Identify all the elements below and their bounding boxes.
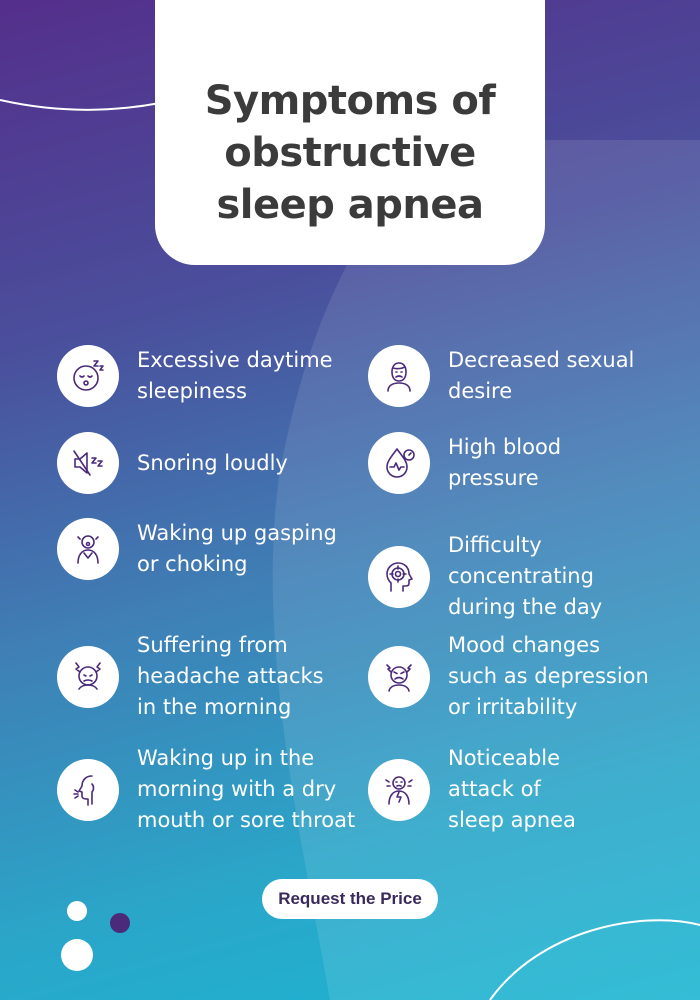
breathless-person-icon xyxy=(381,772,417,808)
icon-circle xyxy=(368,432,430,494)
symptom-excessive-sleepiness xyxy=(57,345,333,407)
icon-circle xyxy=(57,518,119,580)
symptom-blood-pressure xyxy=(368,432,561,494)
page-title: Symptoms of obstructive sleep apnea xyxy=(204,77,496,228)
symptom-label: Suffering from headache attacks in the morning xyxy=(137,633,324,719)
head-target-icon xyxy=(381,559,417,595)
icon-circle xyxy=(57,646,119,708)
choking-person-icon xyxy=(70,531,106,567)
symptom-noticeable-attack xyxy=(368,743,576,836)
symptom-headache xyxy=(57,630,324,723)
symptom-mood-changes xyxy=(368,630,649,723)
symptom-label: Waking up gasping or choking xyxy=(137,521,337,576)
symptom-label: Mood changes such as depression or irritability xyxy=(448,633,649,719)
icon-circle xyxy=(368,759,430,821)
icon-circle xyxy=(368,546,430,608)
symptom-dry-mouth xyxy=(57,743,355,836)
symptom-label: Difficulty concentrating during the day xyxy=(448,533,603,619)
request-price-button[interactable]: Request the Price xyxy=(262,879,438,919)
icon-circle xyxy=(57,432,119,494)
icon-circle xyxy=(57,345,119,407)
sore-throat-icon xyxy=(70,772,106,808)
symptom-label: High blood pressure xyxy=(448,435,562,490)
headache-person-icon xyxy=(70,659,106,695)
symptom-concentration xyxy=(368,530,602,623)
symptom-label: Decreased sexual desire xyxy=(448,348,635,403)
symptom-label: Excessive daytime sleepiness xyxy=(137,348,333,403)
decorative-dot-large xyxy=(61,939,93,971)
angry-person-icon xyxy=(381,659,417,695)
blood-pressure-icon xyxy=(381,445,417,481)
icon-circle xyxy=(368,646,430,708)
decorative-dot xyxy=(67,901,87,921)
title-card xyxy=(155,0,545,265)
icon-circle xyxy=(368,345,430,407)
sleepy-face-icon xyxy=(70,358,106,394)
symptom-label: Waking up in the morning with a dry mouth or sore throat xyxy=(137,746,356,832)
symptom-snoring xyxy=(57,432,288,494)
symptom-label: Noticeable attack of sleep apnea xyxy=(448,746,576,832)
symptom-decreased-desire xyxy=(368,345,634,407)
muted-speaker-zzz-icon xyxy=(70,445,106,481)
decorative-dot-accent xyxy=(110,913,130,933)
icon-circle xyxy=(57,759,119,821)
symptom-gasping xyxy=(57,518,337,580)
sad-man-icon xyxy=(381,358,417,394)
symptom-label: Snoring loudly xyxy=(137,450,288,475)
top-left-arc xyxy=(0,100,160,110)
